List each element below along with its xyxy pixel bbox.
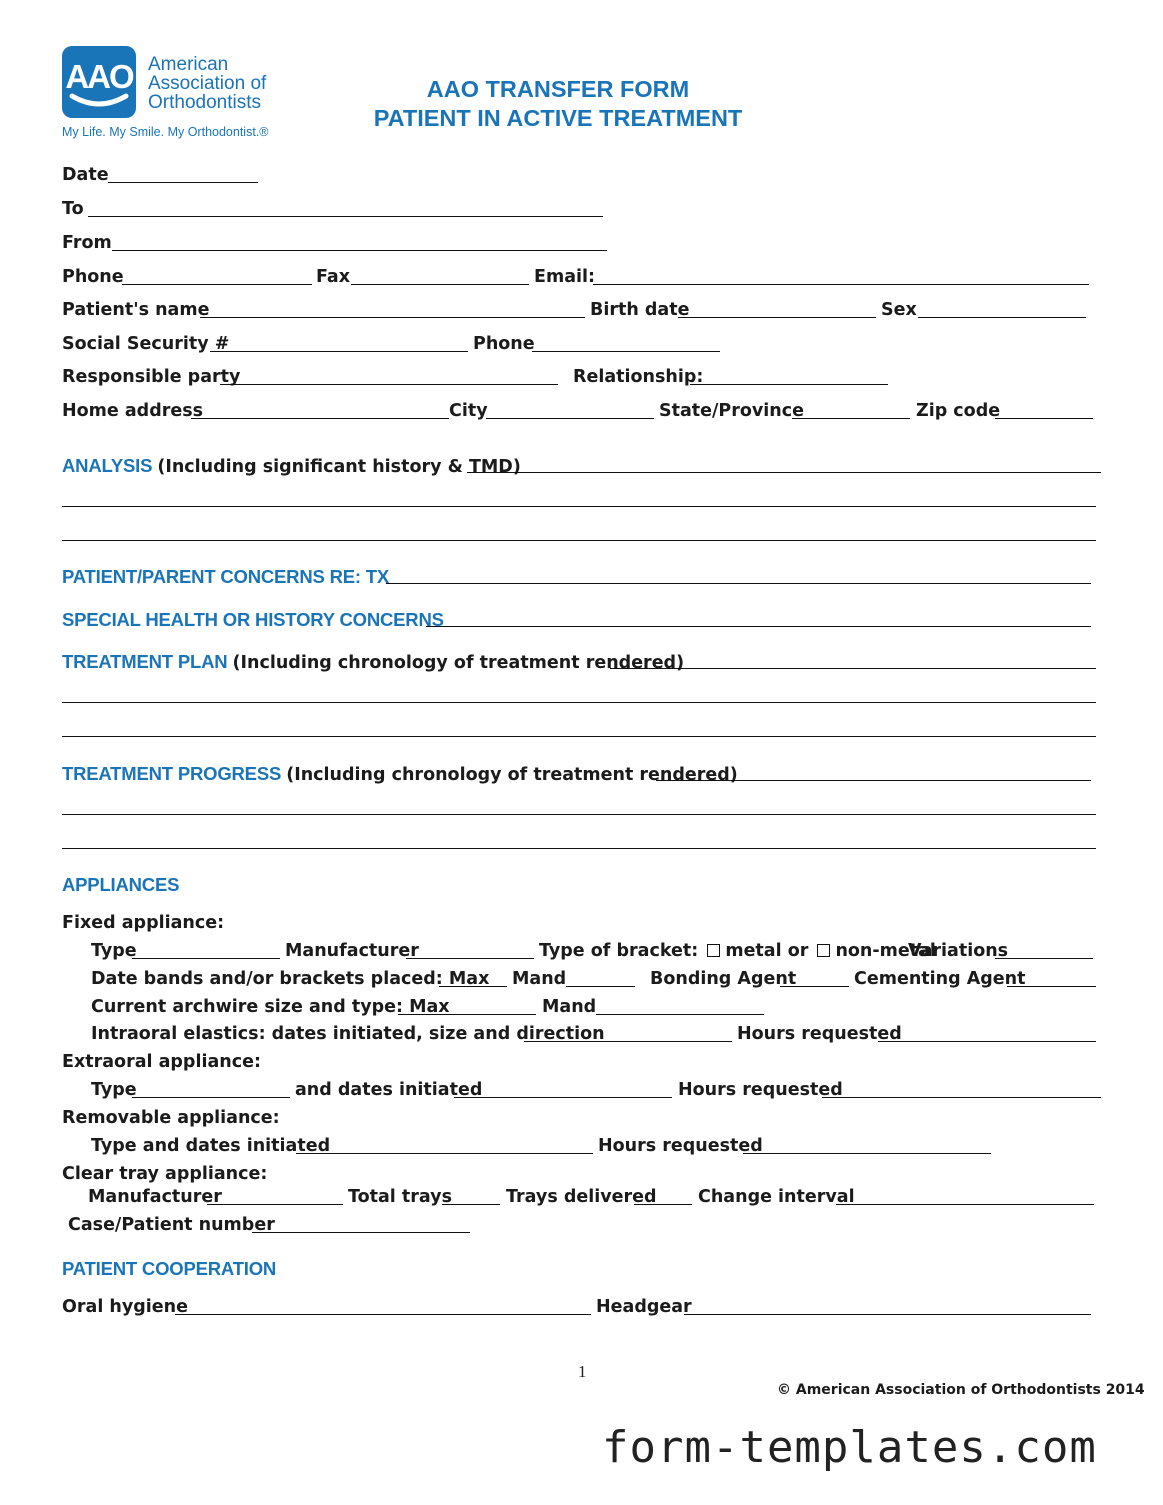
progress-field-1[interactable] — [656, 780, 1091, 781]
progress-note: (Including chronology of treatment rendered) — [286, 765, 738, 785]
cooperation-heading: PATIENT COOPERATION — [62, 1258, 277, 1279]
bands-mand-field[interactable] — [566, 986, 635, 987]
zip-field[interactable] — [995, 418, 1093, 419]
variations-label: Variations — [908, 941, 1009, 961]
email-field[interactable] — [593, 284, 1089, 285]
variations-field[interactable] — [995, 958, 1093, 959]
aao-logo — [62, 46, 136, 122]
archwire-label: Current archwire size and type: Max — [91, 997, 450, 1017]
elastics-hours-label: Hours requested — [737, 1024, 902, 1044]
plan-field-2[interactable] — [62, 702, 1096, 703]
elastics-label: Intraoral elastics: dates initiated, size and direction — [91, 1024, 605, 1044]
progress-heading: TREATMENT PROGRESS — [62, 763, 282, 784]
responsible-party-field[interactable] — [220, 384, 558, 385]
logo-line3: Orthodontists — [148, 92, 261, 113]
fax-field[interactable] — [351, 284, 529, 285]
total-trays-field[interactable] — [442, 1204, 500, 1205]
city-field[interactable] — [486, 418, 654, 419]
svg-text:AAO: AAO — [65, 58, 133, 95]
bands-mand-label: Mand — [512, 969, 567, 989]
oral-hygiene-field[interactable] — [175, 1314, 591, 1315]
extraoral-type-label: Type — [91, 1080, 137, 1100]
phone2-label: Phone — [473, 334, 535, 354]
fixed-appliance-label: Fixed appliance: — [62, 913, 225, 933]
extraoral-label: Extraoral appliance: — [62, 1052, 261, 1072]
plan-heading: TREATMENT PLAN — [62, 651, 228, 672]
relationship-label: Relationship: — [573, 367, 704, 387]
case-number-field[interactable] — [252, 1232, 470, 1233]
extraoral-type-field[interactable] — [132, 1097, 290, 1098]
bonding-agent-label: Bonding Agent — [650, 969, 797, 989]
concerns-heading: PATIENT/PARENT CONCERNS RE: TX — [62, 566, 390, 587]
ssn-label: Social Security # — [62, 334, 230, 354]
change-interval-label: Change interval — [698, 1187, 855, 1207]
email-label: Email: — [534, 267, 595, 287]
sex-field[interactable] — [918, 317, 1086, 318]
phone-field[interactable] — [122, 284, 312, 285]
plan-field-3[interactable] — [62, 736, 1096, 737]
fixed-type-field[interactable] — [132, 958, 280, 959]
state-field[interactable] — [792, 418, 910, 419]
patient-name-field[interactable] — [200, 317, 585, 318]
change-interval-field[interactable] — [836, 1204, 1094, 1205]
elastics-field[interactable] — [524, 1041, 732, 1042]
oral-hygiene-label: Oral hygiene — [62, 1297, 188, 1317]
removable-type-label: Type and dates initiated — [91, 1136, 331, 1156]
page-number: 1 — [578, 1362, 587, 1381]
watermark: form-templates.com — [602, 1422, 1097, 1473]
archwire-mand-field[interactable] — [596, 1014, 764, 1015]
relationship-field[interactable] — [690, 384, 888, 385]
health-heading: SPECIAL HEALTH OR HISTORY CONCERNS — [62, 609, 444, 630]
headgear-label: Headgear — [596, 1297, 692, 1317]
manufacturer-label: Manufacturer — [285, 941, 419, 961]
to-label: To — [62, 199, 84, 219]
analysis-field-3[interactable] — [62, 540, 1096, 541]
analysis-field-1[interactable] — [467, 472, 1101, 473]
extraoral-dates-label: and dates initiated — [295, 1080, 483, 1100]
from-field[interactable] — [112, 250, 607, 251]
extraoral-dates-field[interactable] — [454, 1097, 672, 1098]
clear-manufacturer-field[interactable] — [207, 1204, 343, 1205]
ssn-field[interactable] — [210, 351, 468, 352]
phone2-field[interactable] — [532, 351, 720, 352]
from-label: From — [62, 233, 112, 253]
birth-date-label: Birth date — [590, 300, 690, 320]
cementing-agent-field[interactable] — [1007, 986, 1096, 987]
analysis-heading: ANALYSIS — [62, 455, 153, 476]
patient-name-label: Patient's name — [62, 300, 210, 320]
removable-hours-field[interactable] — [743, 1153, 991, 1154]
phone-label: Phone — [62, 267, 124, 287]
analysis-note: (Including significant history & TMD) — [157, 457, 521, 477]
logo-line1: American — [148, 54, 229, 75]
date-label: Date — [62, 165, 109, 185]
extraoral-hours-label: Hours requested — [678, 1080, 843, 1100]
manufacturer-field[interactable] — [406, 958, 534, 959]
form-title-line2: PATIENT IN ACTIVE TREATMENT — [373, 105, 743, 131]
nonmetal-label: non-metal — [835, 941, 936, 961]
city-label: City — [449, 401, 488, 421]
bracket-type-label: Type of bracket: — [539, 941, 699, 961]
copyright: © American Association of Orthodontists 2014 — [777, 1382, 1145, 1398]
metal-checkbox[interactable] — [707, 944, 720, 957]
home-address-label: Home address — [62, 401, 204, 421]
metal-label: metal or — [725, 941, 809, 961]
progress-field-3[interactable] — [62, 848, 1096, 849]
birth-date-field[interactable] — [678, 317, 876, 318]
extraoral-hours-field[interactable] — [822, 1097, 1101, 1098]
clear-manufacturer-label: Manufacturer — [88, 1187, 222, 1207]
logo-tagline: My Life. My Smile. My Orthodontist.® — [62, 125, 269, 139]
headgear-field[interactable] — [684, 1314, 1091, 1315]
trays-delivered-label: Trays delivered — [506, 1187, 657, 1207]
progress-field-2[interactable] — [62, 814, 1096, 815]
bands-placed-label: Date bands and/or brackets placed: Max — [91, 969, 490, 989]
total-trays-label: Total trays — [348, 1187, 452, 1207]
analysis-field-2[interactable] — [62, 506, 1096, 507]
archwire-max-field[interactable] — [398, 1014, 536, 1015]
form-title-line1: AAO TRANSFER FORM — [426, 76, 690, 102]
aao-logo-mark — [62, 46, 136, 118]
plan-note: (Including chronology of treatment rendered) — [232, 653, 685, 673]
appliances-heading: APPLIANCES — [62, 874, 180, 895]
removable-hours-label: Hours requested — [598, 1136, 763, 1156]
sex-label: Sex — [881, 300, 917, 320]
fixed-type-label: Type — [91, 941, 137, 961]
date-field[interactable] — [108, 182, 258, 183]
clear-tray-label: Clear tray appliance: — [62, 1164, 268, 1184]
logo-line2: Association of — [148, 73, 267, 94]
fax-label: Fax — [316, 267, 351, 287]
trays-delivered-field[interactable] — [634, 1204, 692, 1205]
bands-max-field[interactable] — [439, 986, 507, 987]
zip-label: Zip code — [916, 401, 1001, 421]
state-label: State/Province — [659, 401, 804, 421]
cementing-agent-label: Cementing Agent — [854, 969, 1026, 989]
health-field[interactable] — [426, 626, 1091, 627]
removable-label: Removable appliance: — [62, 1108, 280, 1128]
concerns-field[interactable] — [386, 583, 1091, 584]
elastics-hours-field[interactable] — [878, 1041, 1096, 1042]
case-number-label: Case/Patient number — [68, 1215, 275, 1235]
removable-type-field[interactable] — [296, 1153, 593, 1154]
home-address-field[interactable] — [191, 418, 449, 419]
responsible-party-label: Responsible party — [62, 367, 241, 387]
bonding-agent-field[interactable] — [780, 986, 849, 987]
nonmetal-checkbox[interactable] — [817, 944, 830, 957]
archwire-mand-label: Mand — [542, 997, 597, 1017]
plan-field-1[interactable] — [610, 668, 1096, 669]
to-field[interactable] — [88, 216, 603, 217]
